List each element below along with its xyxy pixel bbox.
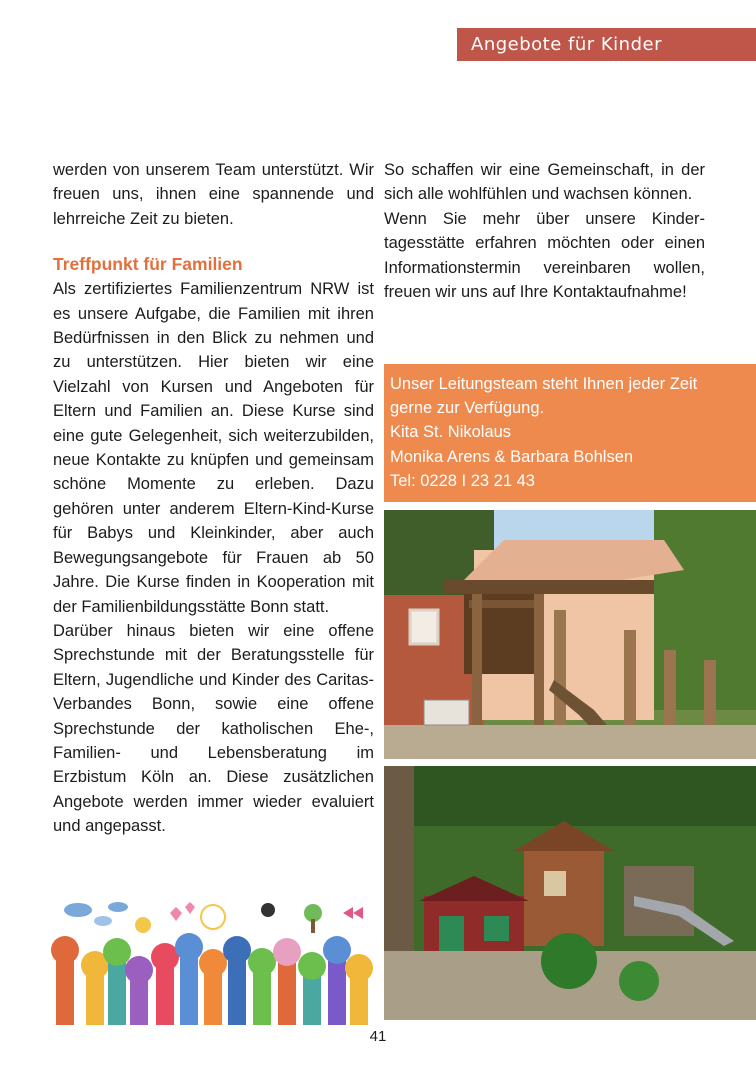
playground-tower-illustration bbox=[384, 510, 756, 759]
hands-drawing bbox=[48, 895, 374, 1025]
colorful-hands-illustration bbox=[48, 895, 374, 1025]
page-number: 41 bbox=[369, 1028, 387, 1045]
contact-phone: Tel: 0228 I 23 21 43 bbox=[390, 471, 535, 490]
contact-names: Monika Arens & Barbara Bohlsen bbox=[390, 447, 634, 466]
contact-intro: Unser Leitungsteam steht Ihnen jeder Zeit gerne zur Verfügung. bbox=[390, 375, 698, 418]
contact-info-box bbox=[384, 364, 756, 502]
playground-tower-photo bbox=[384, 510, 756, 759]
section-header-bar: Angebote für Kinder bbox=[457, 28, 756, 61]
contact-invitation-paragraph: Wenn Sie mehr über unsere Kinder-tagesstätte erfahren möchten oder einen Informationstermin vereinbaren wollen, freuen wir uns auf Ihre Kontaktaufnahme! bbox=[384, 209, 705, 302]
garden-house-illustration bbox=[384, 766, 756, 1020]
intro-paragraph: werden von unserem Team unterstützt. Wir freuen uns, ihnen eine spannende und lehrreiche Zeit zu bieten. bbox=[53, 161, 374, 228]
community-paragraph: So schaffen wir eine Gemeinschaft, in der sich alle wohlfühlen und wachsen können. bbox=[384, 161, 705, 204]
contact-organization: Kita St. Nikolaus bbox=[390, 423, 512, 442]
family-center-paragraph: Als zertifiziertes Familienzentrum NRW ist es unsere Aufgabe, die Familien mit ihren Bedürfnissen in den Blick zu nehmen und zu unterstützen. Hier bieten wir eine Vielzahl von Kursen und Angeboten für Eltern und Familien an. Diese Kurse sind eine gute Gelegenheit, sich weiterzubilden, neue Kontakte zu knüpfen und gemeinsam schöne Momente zu erleben. Dazu gehören unter anderem Eltern-Kind-Kurse für Babys und Kleinkinder, aber auch Bewegungsangebote für Frauen ab 50 Jahre. Die Kurse finden in Kooperation mit der Familienbildungsstätte Bonn statt. bbox=[53, 280, 374, 616]
section-heading: Treffpunkt für Familien bbox=[53, 254, 243, 275]
left-text-column bbox=[53, 158, 374, 839]
garden-house-photo bbox=[384, 766, 756, 1020]
counseling-paragraph: Darüber hinaus bieten wir eine offene Sprechstunde mit der Beratungsstelle für Eltern, Jugendliche und Kinder des Caritas-Verbandes Bonn, sowie eine offene Sprechstunde der katholischen Ehe-, Familien- und Lebensberatung im Erzbistum Köln an. Diese zusätzlichen Angebote werden immer wieder evaluiert und angepasst. bbox=[53, 621, 374, 836]
right-text-column bbox=[384, 158, 705, 304]
